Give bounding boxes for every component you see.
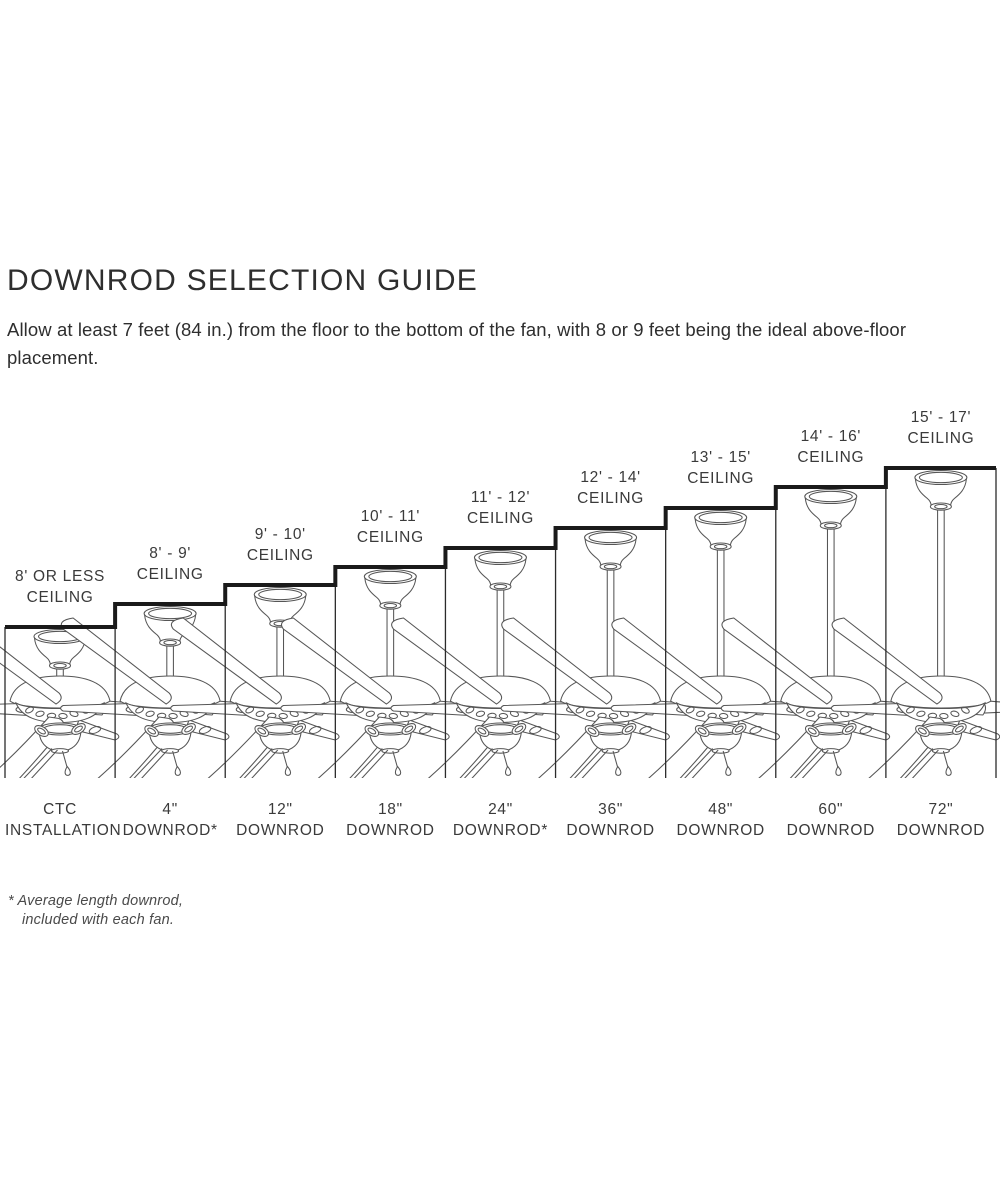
ceiling-label-col7: 13' - 15' CEILING <box>687 449 755 487</box>
downrod <box>827 524 834 680</box>
ceiling-label-col9: 15' - 17' CEILING <box>907 409 975 447</box>
intro-text: Allow at least 7 feet (84 in.) from the floor to the bottom of the fan, with 8 or 9 feet being the ideal above-floor placement. <box>7 319 907 368</box>
downrod <box>497 585 504 680</box>
ceiling-label-col8: 14' - 16' CEILING <box>797 428 865 466</box>
downrod-label-col5: 24" DOWNROD* <box>452 801 549 839</box>
downrod <box>938 505 945 680</box>
ceiling-label-col1: 8' OR LESS CEILING <box>15 568 106 606</box>
downrod <box>277 622 284 680</box>
downrod-label-col1: CTC INSTALLATION <box>5 801 122 839</box>
ceiling-label-col4: 10' - 11' CEILING <box>356 508 424 546</box>
downrod <box>717 545 724 680</box>
ceiling-label-col5: 11' - 12' CEILING <box>467 489 534 527</box>
downrod-label-col9: 72" DOWNROD <box>896 801 986 839</box>
downrod-label-col4: 18" DOWNROD <box>346 801 435 839</box>
downrod-label-col6: 36" DOWNROD <box>566 801 655 839</box>
ceiling-label-col3: 9' - 10' CEILING <box>246 526 314 564</box>
canopy-mount <box>364 570 416 610</box>
downrod-label-col7: 48" DOWNROD <box>676 801 765 839</box>
page-title: DOWNROD SELECTION GUIDE <box>7 264 478 297</box>
ceiling-label-col2: 8' - 9' CEILING <box>136 545 204 583</box>
footnote <box>8 892 183 930</box>
downrod <box>167 641 174 680</box>
downrod-label-col2: 4" DOWNROD* <box>122 801 218 839</box>
canopy-mount <box>585 531 637 571</box>
footnote-line1: * Average length downrod, <box>8 893 184 909</box>
canopy-mount <box>254 588 306 628</box>
downrod-label-col3: 12" DOWNROD <box>236 801 325 839</box>
canopy-mount <box>695 511 747 551</box>
downrod <box>387 604 394 680</box>
ceiling-label-col6: 12' - 14' CEILING <box>577 469 645 507</box>
canopy-mount <box>474 551 526 591</box>
canopy-mount <box>915 471 967 511</box>
canopy-mount <box>805 490 857 530</box>
ceiling-fan-illustration <box>831 471 1000 813</box>
footnote-line2: included with each fan. <box>22 912 175 928</box>
downrod-label-col8: 60" DOWNROD <box>786 801 876 839</box>
